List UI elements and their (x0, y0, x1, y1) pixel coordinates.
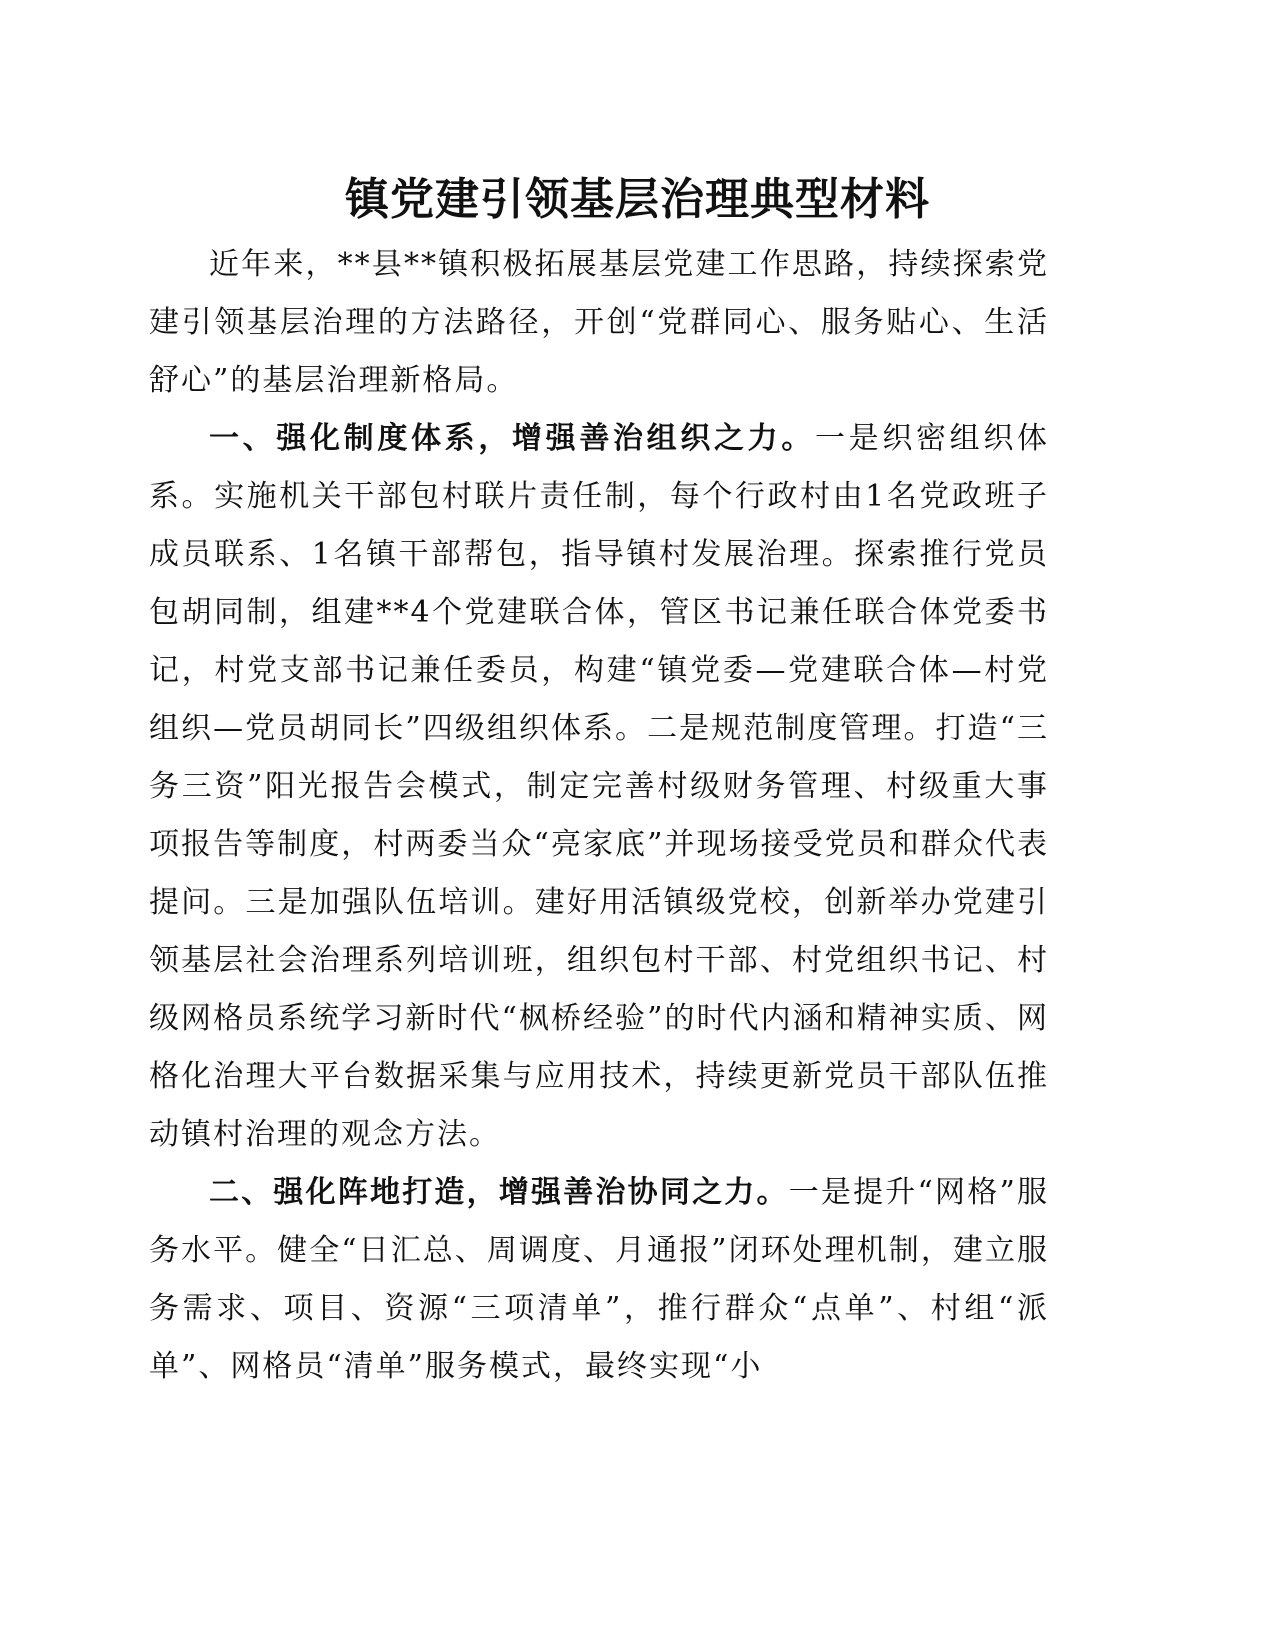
section-2-body: 一是提升“网格”服务水平。健全“日汇总、周调度、月通报”闭环处理机制，建立服务需求、项目、资源“三项清单”，推行群众“点单”、村组“派单”、网格员“清单”服务模式，最终实现“小 (149, 1175, 1049, 1384)
section-2-paragraph (149, 1164, 1049, 1396)
document-body (149, 236, 1049, 1396)
section-1-paragraph (149, 410, 1049, 1164)
intro-paragraph: 近年来，**县**镇积极拓展基层党建工作思路，持续探索党建引领基层治理的方法路径，开创“党群同心、服务贴心、生活舒心”的基层治理新格局。 (149, 247, 1049, 398)
document-title: 镇党建引领基层治理典型材料 (345, 174, 930, 225)
section-1-body: 一是织密组织体系。实施机关干部包村联片责任制，每个行政村由1名党政班子成员联系、1名镇干部帮包，指导镇村发展治理。探索推行党员包胡同制，组建**4个党建联合体，管区书记兼任联合体党委书记，村党支部书记兼任委员，构建“镇党委—党建联合体—村党组织—党员胡同长”四级组织体系。二是规范制度管理。打造“三务三资”阳光报告会模式，制定完善村级财务管理、村级重大事项报告等制度，村两委当众“亮家底”并现场接受党员和群众代表提问。三是加强队伍培训。建好用活镇级党校，创新举办党建引领基层社会治理系列培训班，组织包村干部、村党组织书记、村级网格员系统学习新时代“枫桥经验”的时代内涵和精神实质、网格化治理大平台数据采集与应用技术，持续更新党员干部队伍推动镇村治理的观念方法。 (149, 421, 1049, 1152)
section-1-heading: 一、强化制度体系，增强善治组织之力。 (209, 421, 815, 456)
section-2-heading: 二、强化阵地打造，增强善治协同之力。 (209, 1175, 789, 1210)
